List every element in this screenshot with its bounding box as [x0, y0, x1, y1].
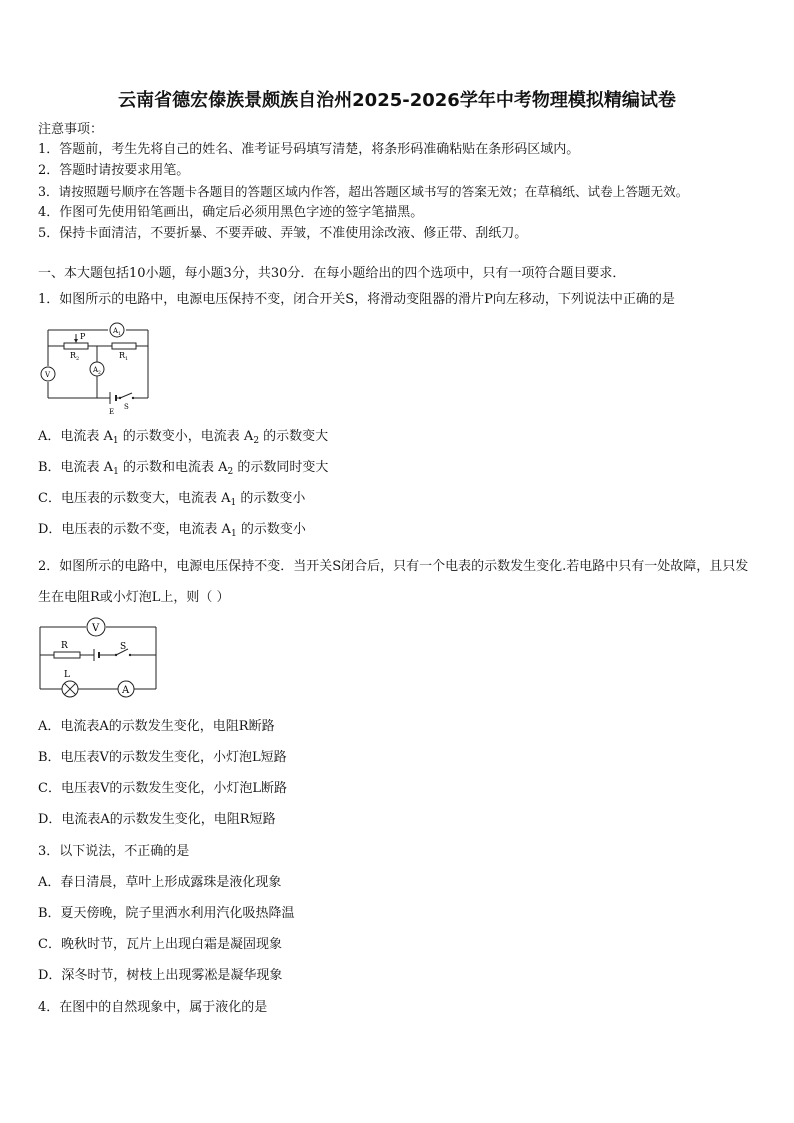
- question-3-stem: 3．以下说法，不正确的是: [38, 844, 190, 859]
- r1-label: R: [119, 351, 126, 360]
- switch-s-label: S: [124, 403, 129, 411]
- ammeter-a1-label: A: [113, 327, 119, 335]
- a1-sub: 1: [118, 332, 121, 337]
- notice-item: 3．请按照题号顺序在答题卡各题目的答题区域内作答，超出答题区域书写的答案无效；在草稿纸、试卷上答题无效。: [38, 184, 689, 199]
- switch-s-label: S: [120, 642, 127, 652]
- q3-option-d: D．深冬时节，树枝上出现雾凇是凝华现象: [38, 968, 283, 983]
- question-1-stem: 1．如图所示的电路中，电源电压保持不变，闭合开关S，将滑动变阻器的滑片P向左移动，下列说法中正确的是: [38, 292, 675, 307]
- voltmeter-v-label: V: [92, 623, 100, 634]
- q1-option-d: D．电压表的示数不变，电流表 $A_1$ 的示数变小: [38, 522, 306, 539]
- notice-item: 5．保持卡面清洁，不要折暴、不要弄破、弄皱，不准使用涂改液、修正带、刮纸刀。: [38, 226, 528, 241]
- notice-item: 2．答题时请按要求用笔。: [38, 163, 190, 178]
- voltmeter-label: V: [45, 371, 51, 379]
- notice-label: 注意事项：: [38, 122, 104, 137]
- circuit-diagram-2: [36, 613, 162, 703]
- slider-p-label: P: [80, 332, 86, 341]
- circuit-diagram-1: [36, 320, 156, 418]
- page-title: 云南省德宏傣族景颇族自治州2025-2026学年中考物理模拟精编试卷: [118, 90, 676, 111]
- section-heading: 一、本大题包括10小题，每小题3分，共30分．在每小题给出的四个选项中，只有一项符合题目要求．: [38, 266, 626, 281]
- ammeter-a-label: A: [122, 685, 130, 696]
- a2-sub: 2: [98, 371, 101, 376]
- q3-option-a: A．春日清晨，草叶上形成露珠是液化现象: [38, 875, 282, 890]
- q2-option-a: A．电流表A的示数发生变化，电阻R断路: [38, 719, 275, 734]
- battery-e-label: E: [109, 408, 115, 416]
- q3-option-c: C．晚秋时节，瓦片上出现白霜是凝固现象: [38, 937, 282, 952]
- q1-option-c: C．电压表的示数变大，电流表 $A_1$ 的示数变小: [38, 491, 306, 508]
- q3-option-b: B．夏天傍晚，院子里洒水利用汽化吸热降温: [38, 906, 295, 921]
- q1-option-b: B．电流表 $A_1$ 的示数和电流表 $A_2$ 的示数同时变大: [38, 460, 329, 477]
- question-4-stem: 4．在图中的自然现象中，属于液化的是: [38, 1000, 268, 1015]
- q2-option-b: B．电压表V的示数发生变化，小灯泡L短路: [38, 750, 287, 765]
- question-2-stem: 2．如图所示的电路中，电源电压保持不变．当开关S闭合后，只有一个电表的示数发生变化.若电路中只有一处故障，且只发生在电阻R或小灯泡L上，则（ ）: [38, 559, 749, 605]
- ammeter-a2-label: A: [93, 366, 99, 374]
- r1-sub: 1: [125, 356, 129, 362]
- q2-option-d: D．电流表A的示数发生变化，电阻R短路: [38, 812, 276, 827]
- q1-option-a: A．电流表 $A_1$ 的示数变小，电流表 $A_2$ 的示数变大: [38, 429, 329, 446]
- r2-label: R: [70, 351, 77, 360]
- lamp-l-label: L: [64, 670, 70, 680]
- notice-item: 1．答题前，考生先将自己的姓名、准考证号码填写清楚，将条形码准确粘贴在条形码区域内。: [38, 142, 580, 157]
- notice-item: 4．作图可先使用铅笔画出，确定后必须用黑色字迹的签字笔描黑。: [38, 205, 424, 220]
- q2-option-c: C．电压表V的示数发生变化，小灯泡L断路: [38, 781, 287, 796]
- r2-sub: 2: [76, 356, 80, 362]
- resistor-r-label: R: [61, 641, 68, 651]
